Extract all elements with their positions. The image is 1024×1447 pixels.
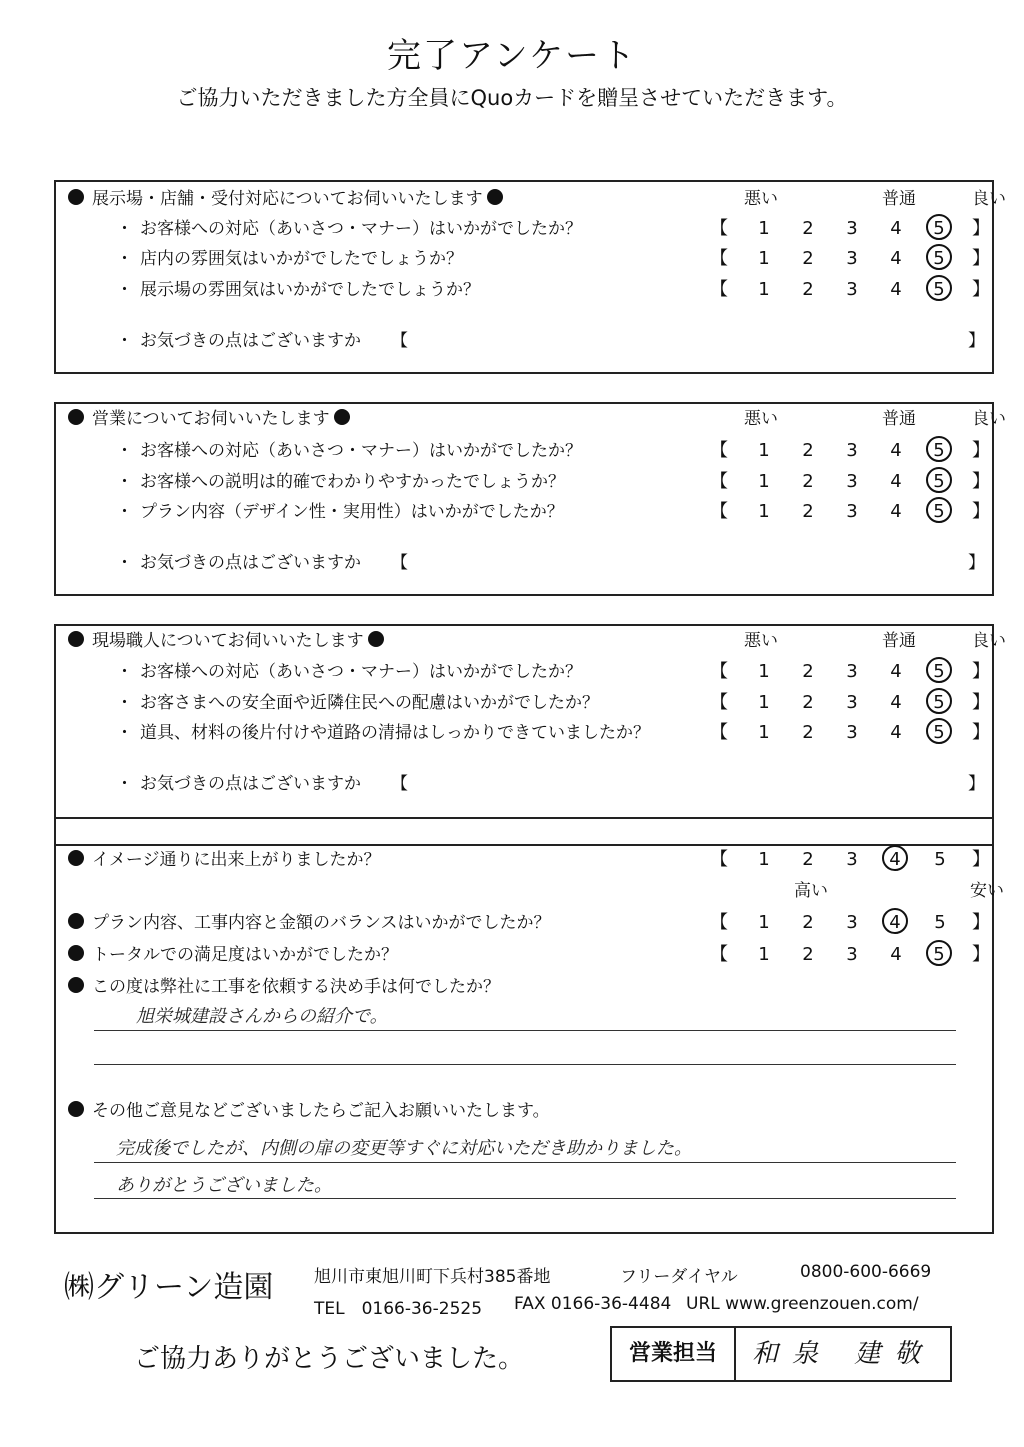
question-balance: プラン内容、工事内容と金額のバランスはいかがでしたか？	[68, 908, 551, 938]
bullet-icon	[487, 189, 503, 205]
divider	[56, 817, 992, 819]
comment-prompt: ・ お気づきの点はございますか 【	[116, 553, 408, 573]
sales-rep-box	[610, 1326, 952, 1382]
rating-option-2[interactable]: 2	[802, 849, 814, 870]
rating-option-5[interactable]: 5	[926, 657, 952, 683]
rating-option-2[interactable]: 2	[802, 722, 814, 743]
rating-option-4[interactable]: 4	[890, 248, 902, 269]
rating-option-5[interactable]: 5	[926, 688, 952, 714]
price-labels: 高い 安い	[794, 881, 1004, 901]
question-row: ・ 店内の雰囲気はいかがでしたでしょうか？	[116, 249, 463, 269]
freedial-label: フリーダイヤル	[620, 1267, 738, 1287]
rating-option-2[interactable]: 2	[802, 692, 814, 713]
rating-option-4[interactable]: 4	[890, 218, 902, 239]
rating-option-2[interactable]: 2	[802, 912, 814, 933]
rating-option-2[interactable]: 2	[802, 501, 814, 522]
rating-option-5[interactable]: 5	[926, 940, 952, 966]
rating-option-4[interactable]: 4	[890, 692, 902, 713]
rating-option-2[interactable]: 2	[802, 440, 814, 461]
section-header: 現場職人についてお伺いいたします	[68, 626, 392, 656]
question-row: ・ お客さまへの安全面や近隣住民への配慮はいかがでしたか？	[116, 693, 599, 713]
rating-option-4[interactable]: 4	[890, 501, 902, 522]
question-row: ・ プラン内容（デザイン性・実用性）はいかがでしたか？	[116, 502, 564, 522]
rating-option-1[interactable]: 1	[758, 471, 770, 492]
sales-rep-label: 営業担当	[612, 1328, 736, 1380]
rating-option-2[interactable]: 2	[802, 471, 814, 492]
rating-scale[interactable]: 【 1 2 3 4 5 】	[710, 718, 980, 748]
rating-scale[interactable]: 【 1 2 3 4 5 】	[710, 214, 980, 244]
bullet-icon	[68, 945, 84, 961]
bullet-icon	[68, 850, 84, 866]
other-answer-line2[interactable]: ありがとうございました。	[116, 1175, 332, 1196]
rating-option-2[interactable]: 2	[802, 661, 814, 682]
section-header: 営業についてお伺いいたします	[68, 404, 358, 434]
question-row: ・ お客様への説明は的確でわかりやすかったでしょうか？	[116, 472, 565, 492]
scale-labels: 悪い 普通 良い	[744, 189, 1006, 209]
rating-option-3[interactable]: 3	[846, 248, 858, 269]
question-image: イメージ通りに出来上がりましたか？	[68, 845, 381, 875]
section-showroom: 展示場・店舗・受付対応についてお伺いいたします 悪い 普通 良い ・ お客様への対応（あいさつ・マナー）はいかがでしたか？ 【 1 2 3 4 5 】 ・ 店内の雰囲気はいかがでしたでしょうか？ 【 1 2 3 4 5 】 ・ 展示場の雰囲気はいかがでしたでしょうか？ 【 1 2 3 4 5 】 ・ お気づきの点はございますか 【 】	[54, 180, 994, 374]
rating-option-2[interactable]: 2	[802, 218, 814, 239]
rating-scale[interactable]: 【 1 2 3 4 5 】	[710, 845, 980, 875]
freedial-number[interactable]: 0800-600-6669	[800, 1262, 932, 1282]
rating-option-2[interactable]: 2	[802, 944, 814, 965]
question-total: トータルでの満足度はいかがでしたか？	[68, 940, 398, 970]
rating-scale[interactable]: 【 1 2 3 4 5 】	[710, 497, 980, 527]
scale-labels: 悪い 普通 良い	[744, 631, 1006, 651]
question-row: ・ 展示場の雰囲気はいかがでしたでしょうか？	[116, 280, 480, 300]
website-link[interactable]: URL www.greenzouen.com/	[686, 1294, 919, 1314]
page-title: 完了アンケート	[387, 36, 637, 76]
rating-option-5[interactable]: 5	[934, 912, 946, 933]
rating-option-5[interactable]: 5	[926, 467, 952, 493]
bullet-icon	[68, 409, 84, 425]
rating-option-1[interactable]: 1	[758, 912, 770, 933]
bullet-icon	[68, 913, 84, 929]
question-row: ・ お客様への対応（あいさつ・マナー）はいかがでしたか？	[116, 219, 582, 239]
rating-option-5[interactable]: 5	[926, 436, 952, 462]
rating-scale[interactable]: 【 1 2 3 4 5 】	[710, 244, 980, 274]
company-address: 旭川市東旭川町下兵村385番地	[314, 1267, 551, 1287]
rating-option-1[interactable]: 1	[758, 944, 770, 965]
rating-option-1[interactable]: 1	[758, 279, 770, 300]
comment-prompt: ・ お気づきの点はございますか 【	[116, 331, 408, 351]
section-sales: 営業についてお伺いいたします 悪い 普通 良い ・ お客様への対応（あいさつ・マナー）はいかがでしたか？ 【 1 2 3 4 5 】 ・ お客様への説明は的確でわかりやすかったでしょうか？ 【 1 2 3 4 5 】 ・ プラン内容（デザイン性・実用性）はいかがでしたか？ 【 1 2 3 4 5 】 ・ お気づきの点はございますか 【 】	[54, 402, 994, 596]
scale-labels: 悪い 普通 良い	[744, 409, 1006, 429]
tel-number[interactable]: TEL 0166-36-2525	[314, 1299, 483, 1319]
rating-option-1[interactable]: 1	[758, 722, 770, 743]
rating-option-2[interactable]: 2	[802, 248, 814, 269]
rating-option-5[interactable]: 5	[926, 718, 952, 744]
rating-option-5[interactable]: 5	[926, 275, 952, 301]
other-answer-line1[interactable]: 完成後でしたが、内側の扉の変更等すぐに対応いただき助かりました。	[116, 1138, 692, 1159]
comment-prompt: ・ お気づきの点はございますか 【	[116, 774, 408, 794]
rating-option-1[interactable]: 1	[758, 692, 770, 713]
sales-rep-name: 和泉 建敬	[752, 1339, 935, 1369]
rating-option-4[interactable]: 4	[890, 440, 902, 461]
rating-option-3[interactable]: 3	[846, 218, 858, 239]
rating-option-3[interactable]: 3	[846, 661, 858, 682]
rating-option-3[interactable]: 3	[846, 279, 858, 300]
rating-scale[interactable]: 【 1 2 3 4 5 】	[710, 467, 980, 497]
rating-option-1[interactable]: 1	[758, 218, 770, 239]
rating-option-4[interactable]: 4	[890, 722, 902, 743]
bullet-icon	[68, 1101, 84, 1117]
rating-option-1[interactable]: 1	[758, 440, 770, 461]
rating-option-4[interactable]: 4	[890, 944, 902, 965]
rating-scale[interactable]: 【 1 2 3 4 5 】	[710, 275, 980, 305]
rating-option-4[interactable]: 4	[890, 279, 902, 300]
reason-answer[interactable]: 旭栄城建設さんからの紹介で。	[136, 1006, 388, 1027]
rating-option-3[interactable]: 3	[846, 471, 858, 492]
rating-option-3[interactable]: 3	[846, 440, 858, 461]
bullet-icon	[334, 409, 350, 425]
rating-option-1[interactable]: 1	[758, 248, 770, 269]
rating-scale[interactable]: 【 1 2 3 4 5 】	[710, 436, 980, 466]
rating-scale[interactable]: 【 1 2 3 4 5 】	[710, 657, 980, 687]
rating-option-3[interactable]: 3	[846, 692, 858, 713]
rating-scale[interactable]: 【 1 2 3 4 5 】	[710, 940, 980, 970]
rating-option-3[interactable]: 3	[846, 944, 858, 965]
bullet-icon	[68, 631, 84, 647]
rating-option-1[interactable]: 1	[758, 661, 770, 682]
section-header: 展示場・店舗・受付対応についてお伺いいたします	[68, 184, 511, 214]
section-craftsmen: 現場職人についてお伺いいたします 悪い 普通 良い ・ お客様への対応（あいさつ・マナー）はいかがでしたか？ 【 1 2 3 4 5 】 ・ お客さまへの安全面や近隣住民への配慮はいかがでしたか？ 【 1 2 3 4 5 】 ・ 道具、材料の後片付けや道路の清掃はしっかりできていましたか？ 【 1 2 3 4 5 】 ・ お気づきの点はございますか 【 】 イメージ通りに出来上がりましたか？ 【 1 2 3 4 5 】 高い 安い プラン内容、工事内容と金額のバランスはいかがでしたか？ 【 1 2 3 4 5 】 トータルでの満足度はいかがでしたか？ 【 1 2 3 4 5 】 この度は弊社に工事を依頼する決め手は何でしたか？ 旭栄城建設さんからの紹介で。 その他ご意見などございましたらご記入お願いいたします。 完成後でしたが、内側の扉の変更等すぐに対応いただき助かりました。 ありがとうございました。	[54, 624, 994, 1234]
fax-number: FAX 0166-36-4484	[514, 1294, 672, 1314]
question-row: ・ 道具、材料の後片付けや道路の清掃はしっかりできていましたか？	[116, 723, 650, 743]
rating-option-3[interactable]: 3	[846, 912, 858, 933]
rating-option-5[interactable]: 5	[926, 244, 952, 270]
rating-option-2[interactable]: 2	[802, 279, 814, 300]
bullet-icon	[68, 977, 84, 993]
question-row: ・ お客様への対応（あいさつ・マナー）はいかがでしたか？	[116, 441, 582, 461]
rating-option-4[interactable]: 4	[890, 661, 902, 682]
question-reason: この度は弊社に工事を依頼する決め手は何でしたか？	[68, 972, 500, 1002]
rating-option-5[interactable]: 5	[926, 214, 952, 240]
rating-option-3[interactable]: 3	[846, 849, 858, 870]
rating-option-1[interactable]: 1	[758, 501, 770, 522]
rating-option-4[interactable]: 4	[890, 471, 902, 492]
question-other: その他ご意見などございましたらご記入お願いいたします。	[68, 1096, 550, 1126]
rating-option-1[interactable]: 1	[758, 849, 770, 870]
thanks-message: ご協力ありがとうございました。	[134, 1344, 525, 1374]
page-subtitle: ご協力いただきました方全員にQuoカードを贈呈させていただきます。	[176, 86, 848, 110]
rating-option-4[interactable]: 4	[882, 845, 908, 871]
rating-option-3[interactable]: 3	[846, 501, 858, 522]
rating-option-3[interactable]: 3	[846, 722, 858, 743]
question-row: ・ お客様への対応（あいさつ・マナー）はいかがでしたか？	[116, 662, 582, 682]
bullet-icon	[368, 631, 384, 647]
bullet-icon	[68, 189, 84, 205]
rating-option-5[interactable]: 5	[934, 849, 946, 870]
rating-option-5[interactable]: 5	[926, 497, 952, 523]
rating-scale[interactable]: 【 1 2 3 4 5 】	[710, 688, 980, 718]
company-logo: ㈱グリーン造園	[64, 1270, 274, 1305]
rating-option-4[interactable]: 4	[882, 908, 908, 934]
rating-scale[interactable]: 【 1 2 3 4 5 】	[710, 908, 980, 938]
